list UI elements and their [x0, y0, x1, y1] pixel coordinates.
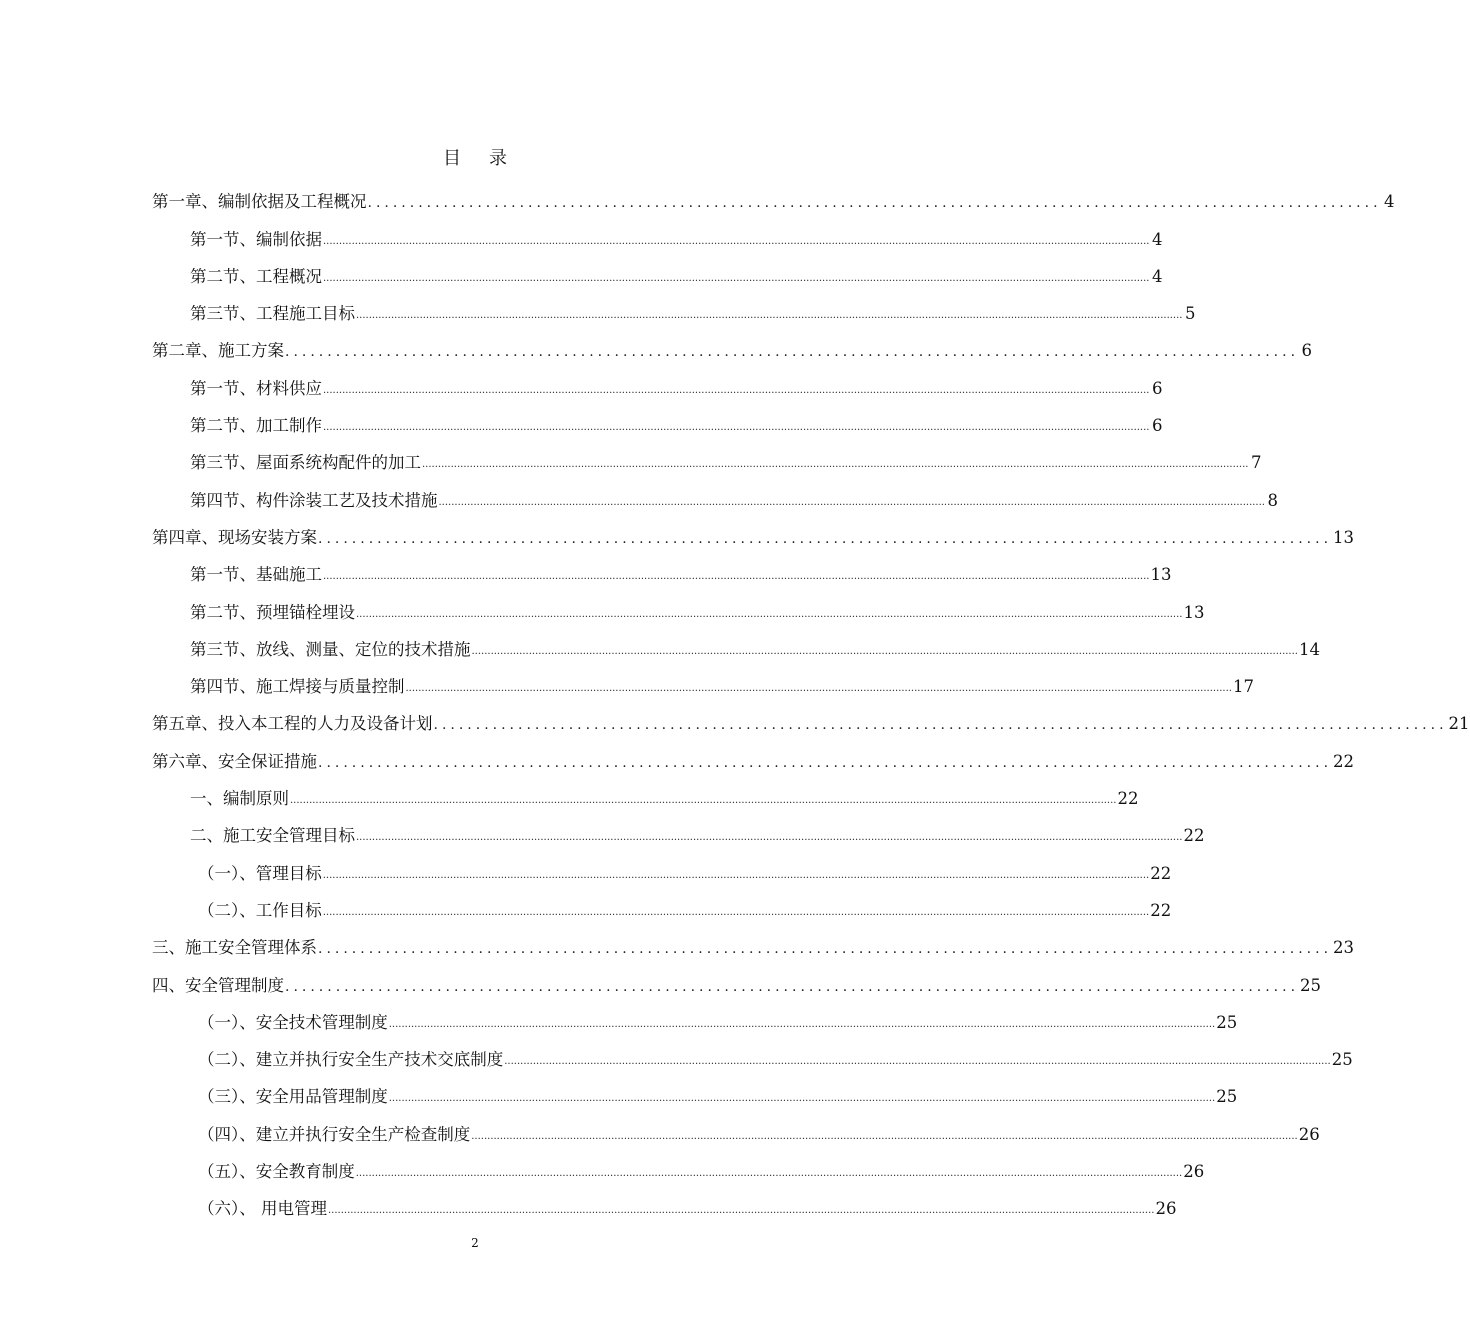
toc-entry-text: 第一章、编制依据及工程概况	[152, 192, 367, 212]
toc-dot-leader: ........................................................................................................................	[433, 717, 1448, 734]
toc-entry-page: 23	[1333, 938, 1355, 958]
toc-entry-text: 第四节、构件涂装工艺及技术措施	[190, 490, 438, 510]
toc-entry-text: 第三节、放线、测量、定位的技术措施	[190, 639, 471, 659]
toc-dot-leader: ....................................................................................................................................................................................................................................................................	[323, 235, 1150, 247]
toc-dot-leader: ....................................................................................................................................................................................................................................................................	[388, 1018, 1216, 1030]
toc-entry[interactable]	[152, 1183, 1177, 1220]
toc-entry-text: 第一节、基础施工	[190, 565, 322, 585]
toc-dot-leader: ....................................................................................................................................................................................................................................................................	[438, 496, 1265, 508]
toc-entry-text: 第五章、投入本工程的人力及设备计划	[152, 714, 433, 734]
toc-dot-leader: ........................................................................................................................	[367, 195, 1382, 212]
toc-entry[interactable]	[152, 661, 1254, 698]
toc-entry-page: 25	[1216, 1012, 1238, 1032]
toc-entry-text: （四）、建立并执行安全生产检查制度	[198, 1124, 471, 1144]
toc-entry[interactable]	[152, 624, 1320, 661]
toc-dot-leader: ....................................................................................................................................................................................................................................................................	[405, 683, 1232, 695]
toc-dot-leader: ....................................................................................................................................................................................................................................................................	[356, 832, 1183, 844]
toc-entry[interactable]	[152, 512, 1355, 549]
toc-entry-text: 第一节、编制依据	[190, 229, 322, 249]
toc-entry-page: 22	[1183, 826, 1205, 846]
toc-entry-text: 第一节、材料供应	[190, 378, 322, 398]
toc-dot-leader: ....................................................................................................................................................................................................................................................................	[328, 1205, 1155, 1217]
toc-entry[interactable]	[152, 586, 1205, 623]
toc-entry-page: 13	[1150, 565, 1172, 585]
toc-entry[interactable]	[152, 1108, 1320, 1145]
toc-entry[interactable]	[152, 698, 1470, 735]
toc-entry[interactable]	[152, 549, 1172, 586]
toc-entry[interactable]	[152, 773, 1139, 810]
toc-entry-page: 17	[1232, 677, 1254, 697]
toc-entry[interactable]	[152, 1146, 1205, 1183]
toc-dot-leader: ....................................................................................................................................................................................................................................................................	[290, 795, 1117, 807]
toc-entry-page: 4	[1151, 266, 1163, 286]
toc-dot-leader: ....................................................................................................................................................................................................................................................................	[355, 1168, 1183, 1180]
toc-dot-leader: ........................................................................................................................	[318, 754, 1333, 771]
toc-entry-page: 6	[1151, 416, 1163, 436]
toc-dot-leader: ....................................................................................................................................................................................................................................................................	[356, 608, 1183, 620]
toc-entry[interactable]	[152, 437, 1262, 474]
toc-entry[interactable]	[152, 325, 1313, 362]
toc-entry[interactable]	[152, 213, 1163, 250]
toc-entry-page: 8	[1267, 490, 1278, 510]
toc-entry[interactable]	[152, 922, 1355, 959]
toc-entry[interactable]	[152, 474, 1278, 511]
toc-entry-page: 13	[1333, 527, 1355, 547]
toc-entry-page: 13	[1183, 602, 1205, 622]
toc-dot-leader: ....................................................................................................................................................................................................................................................................	[323, 422, 1150, 434]
toc-dot-leader: ....................................................................................................................................................................................................................................................................	[388, 1093, 1216, 1105]
toc-dot-leader: ........................................................................................................................	[285, 978, 1300, 995]
toc-entry-page: 4	[1384, 192, 1395, 212]
toc-dot-leader: ....................................................................................................................................................................................................................................................................	[471, 1130, 1298, 1142]
toc-entry[interactable]	[152, 176, 1395, 213]
toc-dot-leader: ....................................................................................................................................................................................................................................................................	[322, 906, 1150, 918]
toc-entry-page: 22	[1333, 751, 1355, 771]
toc-entry[interactable]	[152, 288, 1196, 325]
toc-entry[interactable]	[152, 810, 1205, 847]
toc-entry[interactable]	[152, 997, 1238, 1034]
toc-entry-text: 第三节、屋面系统构配件的加工	[190, 453, 421, 473]
toc-entry-page: 14	[1298, 639, 1320, 659]
toc-entry[interactable]	[152, 735, 1355, 772]
toc-entry[interactable]	[152, 1034, 1353, 1071]
toc-entry-text: 二、施工安全管理目标	[190, 826, 355, 846]
toc-list	[152, 176, 1470, 1220]
toc-entry-text: （五）、安全教育制度	[198, 1162, 355, 1182]
toc-entry-page: 22	[1117, 789, 1139, 809]
toc-entry-text: （二）、工作目标	[198, 900, 322, 920]
toc-entry-page: 7	[1250, 453, 1262, 473]
toc-entry-text: （三）、安全用品管理制度	[198, 1087, 388, 1107]
toc-entry-text: （二）、建立并执行安全生产技术交底制度	[198, 1050, 504, 1070]
toc-title: 目录	[443, 148, 535, 169]
toc-entry-page: 22	[1150, 900, 1172, 920]
toc-entry-text: 三、施工安全管理体系	[152, 938, 317, 958]
toc-entry-page: 26	[1298, 1124, 1320, 1144]
toc-dot-leader: ........................................................................................................................	[318, 941, 1333, 958]
toc-entry-text: 第二节、工程概况	[190, 266, 322, 286]
toc-dot-leader: ....................................................................................................................................................................................................................................................................	[323, 571, 1150, 583]
toc-entry-page: 25	[1300, 975, 1322, 995]
toc-entry[interactable]	[152, 1071, 1238, 1108]
toc-entry-text: 第二章、施工方案	[152, 341, 284, 361]
toc-entry-page: 6	[1151, 378, 1163, 398]
toc-entry[interactable]	[152, 362, 1163, 399]
toc-dot-leader: ....................................................................................................................................................................................................................................................................	[504, 1056, 1331, 1068]
toc-entry-text: 第二节、预埋锚栓埋设	[190, 602, 355, 622]
toc-dot-leader: ....................................................................................................................................................................................................................................................................	[322, 869, 1150, 881]
toc-entry-page: 25	[1216, 1087, 1238, 1107]
toc-dot-leader: ....................................................................................................................................................................................................................................................................	[422, 459, 1249, 471]
toc-entry-text: （六）、 用电管理	[198, 1199, 327, 1219]
toc-entry-text: 第六章、安全保证措施	[152, 751, 317, 771]
page-number: 2	[471, 1236, 479, 1250]
toc-entry[interactable]	[152, 885, 1172, 922]
toc-entry[interactable]	[152, 959, 1322, 996]
toc-entry-text: （一）、管理目标	[198, 863, 322, 883]
toc-entry-page: 26	[1155, 1199, 1177, 1219]
toc-entry-page: 5	[1184, 304, 1196, 324]
toc-entry[interactable]	[152, 251, 1163, 288]
toc-entry-page: 22	[1150, 863, 1172, 883]
toc-entry-text: 第三节、工程施工目标	[190, 304, 355, 324]
toc-dot-leader: ........................................................................................................................	[285, 344, 1300, 361]
toc-entry-text: 第四节、施工焊接与质量控制	[190, 677, 405, 697]
toc-entry-text: 四、安全管理制度	[152, 975, 284, 995]
toc-dot-leader: ....................................................................................................................................................................................................................................................................	[356, 310, 1183, 322]
toc-entry-page: 6	[1301, 341, 1313, 361]
toc-entry[interactable]	[152, 400, 1163, 437]
toc-dot-leader: ....................................................................................................................................................................................................................................................................	[323, 272, 1150, 284]
toc-entry-text: 第二节、加工制作	[190, 416, 322, 436]
toc-entry-text: 一、编制原则	[190, 789, 289, 809]
toc-dot-leader: ........................................................................................................................	[318, 530, 1333, 547]
toc-entry-page: 26	[1183, 1162, 1205, 1182]
toc-entry-text: 第四章、现场安装方案	[152, 527, 317, 547]
toc-dot-leader: ....................................................................................................................................................................................................................................................................	[471, 645, 1298, 657]
toc-entry-page: 21	[1448, 714, 1470, 734]
toc-entry-page: 25	[1331, 1050, 1353, 1070]
toc-entry-page: 4	[1151, 229, 1163, 249]
toc-entry-text: （一）、安全技术管理制度	[198, 1012, 388, 1032]
toc-dot-leader: ....................................................................................................................................................................................................................................................................	[323, 384, 1150, 396]
toc-entry[interactable]	[152, 847, 1172, 884]
